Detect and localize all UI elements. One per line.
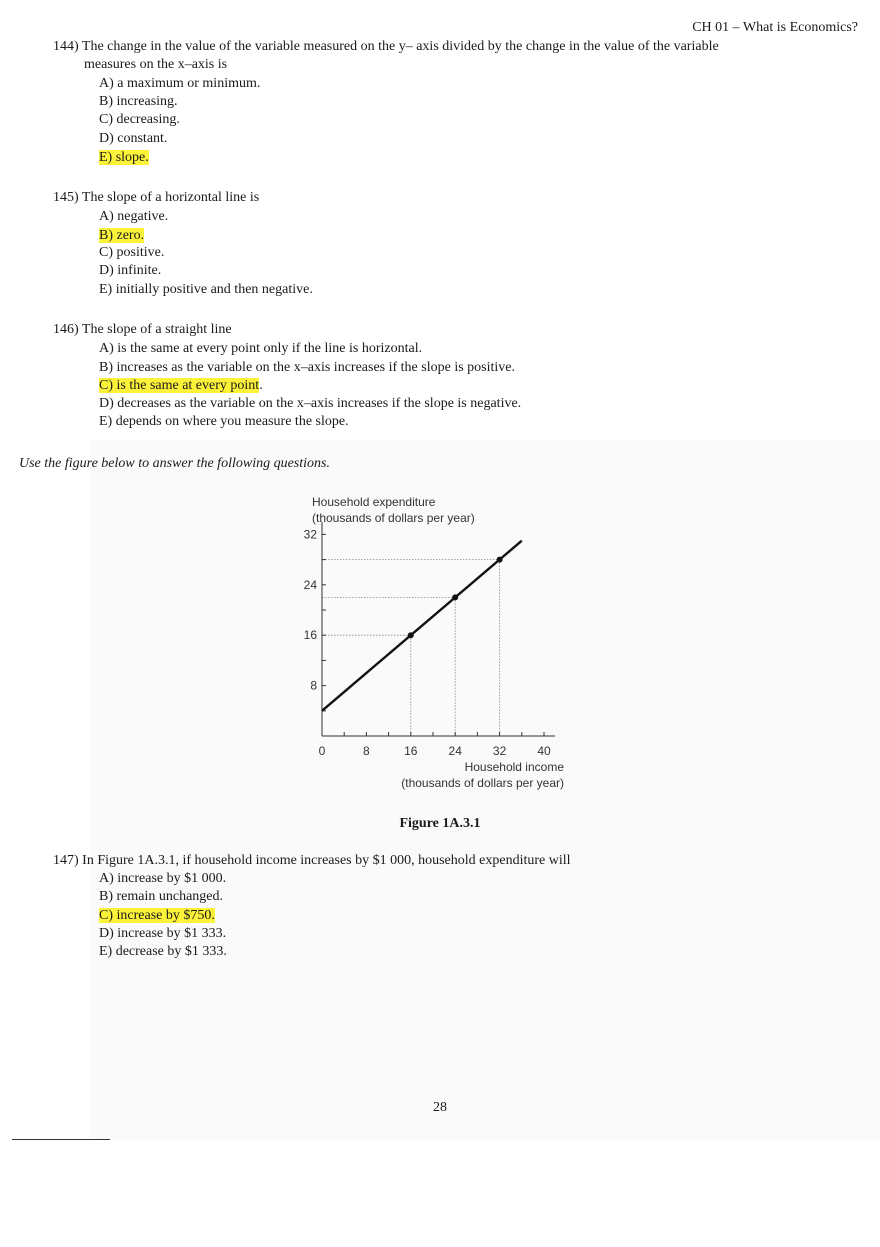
x-tick-label: 16 (404, 744, 418, 758)
q146-option-d: D) decreases as the variable on the x–axis increases if the slope is negative. (99, 396, 522, 411)
q144-option-b: B) increasing. (99, 94, 178, 109)
q146-option-c-period: . (259, 378, 263, 393)
q146-option-a: A) is the same at every point only if the line is horizontal. (99, 341, 423, 356)
chart-ylabel-line1: Household expenditure (312, 495, 436, 509)
q147-option-b: B) remain unchanged. (99, 889, 224, 904)
footnote-rule (12, 1139, 110, 1140)
y-tick-label: 24 (303, 577, 317, 592)
x-tick-label: 0 (318, 744, 326, 758)
q144-option-d: D) constant. (99, 131, 168, 146)
q144-stem: 144) The change in the value of the variable measured on the y– axis divided by the change in the value of the variable (53, 39, 719, 54)
running-header: CH 01 – What is Economics? (692, 20, 858, 35)
chart-xlabel-line2: (thousands of dollars per year) (401, 776, 564, 790)
x-tick-label: 40 (537, 744, 551, 758)
q146-option-e: E) depends on where you measure the slope. (99, 414, 349, 429)
y-tick-label: 8 (310, 678, 317, 693)
data-point (452, 594, 458, 600)
q144-stem-cont: measures on the x–axis is (84, 57, 228, 72)
q145-option-c: C) positive. (99, 245, 165, 260)
page-number: 28 (433, 1100, 447, 1115)
q145-option-a: A) negative. (99, 209, 169, 224)
chart-xlabel-line1: Household income (464, 760, 564, 774)
chart-ylabel-line2: (thousands of dollars per year) (312, 511, 475, 525)
chart-ticks (304, 527, 551, 758)
q146-option-b: B) increases as the variable on the x–axis increases if the slope is positive. (99, 360, 515, 375)
q144-option-c: C) decreasing. (99, 112, 180, 127)
q145-option-e: E) initially positive and then negative. (99, 282, 313, 297)
data-point (408, 632, 414, 638)
figure-caption: Figure 1A.3.1 (399, 816, 481, 831)
x-tick-label: 24 (448, 744, 462, 758)
chart-series-line (322, 541, 522, 711)
q147-stem: 147) In Figure 1A.3.1, if household income increases by $1 000, household expenditure will (53, 853, 571, 868)
x-tick-label: 32 (492, 744, 507, 758)
chart-guide-lines (322, 560, 500, 736)
q147-option-d: D) increase by $1 333. (99, 926, 227, 941)
q145-stem: 145) The slope of a horizontal line is (53, 190, 260, 205)
q145-option-d: D) infinite. (99, 263, 162, 278)
q144-option-a: A) a maximum or minimum. (99, 76, 261, 91)
q147-option-a: A) increase by $1 000. (99, 871, 227, 886)
y-tick-label: 16 (303, 628, 317, 643)
q147-option-e: E) decrease by $1 333. (99, 944, 227, 959)
q144-option-e-answer: E) slope. (99, 150, 149, 165)
data-point (497, 557, 503, 563)
q147-option-c-answer: C) increase by $750. (99, 908, 215, 923)
q145-option-b-answer: B) zero. (99, 228, 145, 243)
figure-chart (300, 490, 580, 795)
q146-option-c-answer: C) is the same at every point (99, 378, 260, 393)
q146-stem: 146) The slope of a straight line (53, 322, 232, 337)
figure-instruction: Use the figure below to answer the following questions. (19, 456, 330, 471)
x-tick-label: 8 (363, 744, 370, 758)
y-tick-label: 32 (303, 527, 317, 542)
